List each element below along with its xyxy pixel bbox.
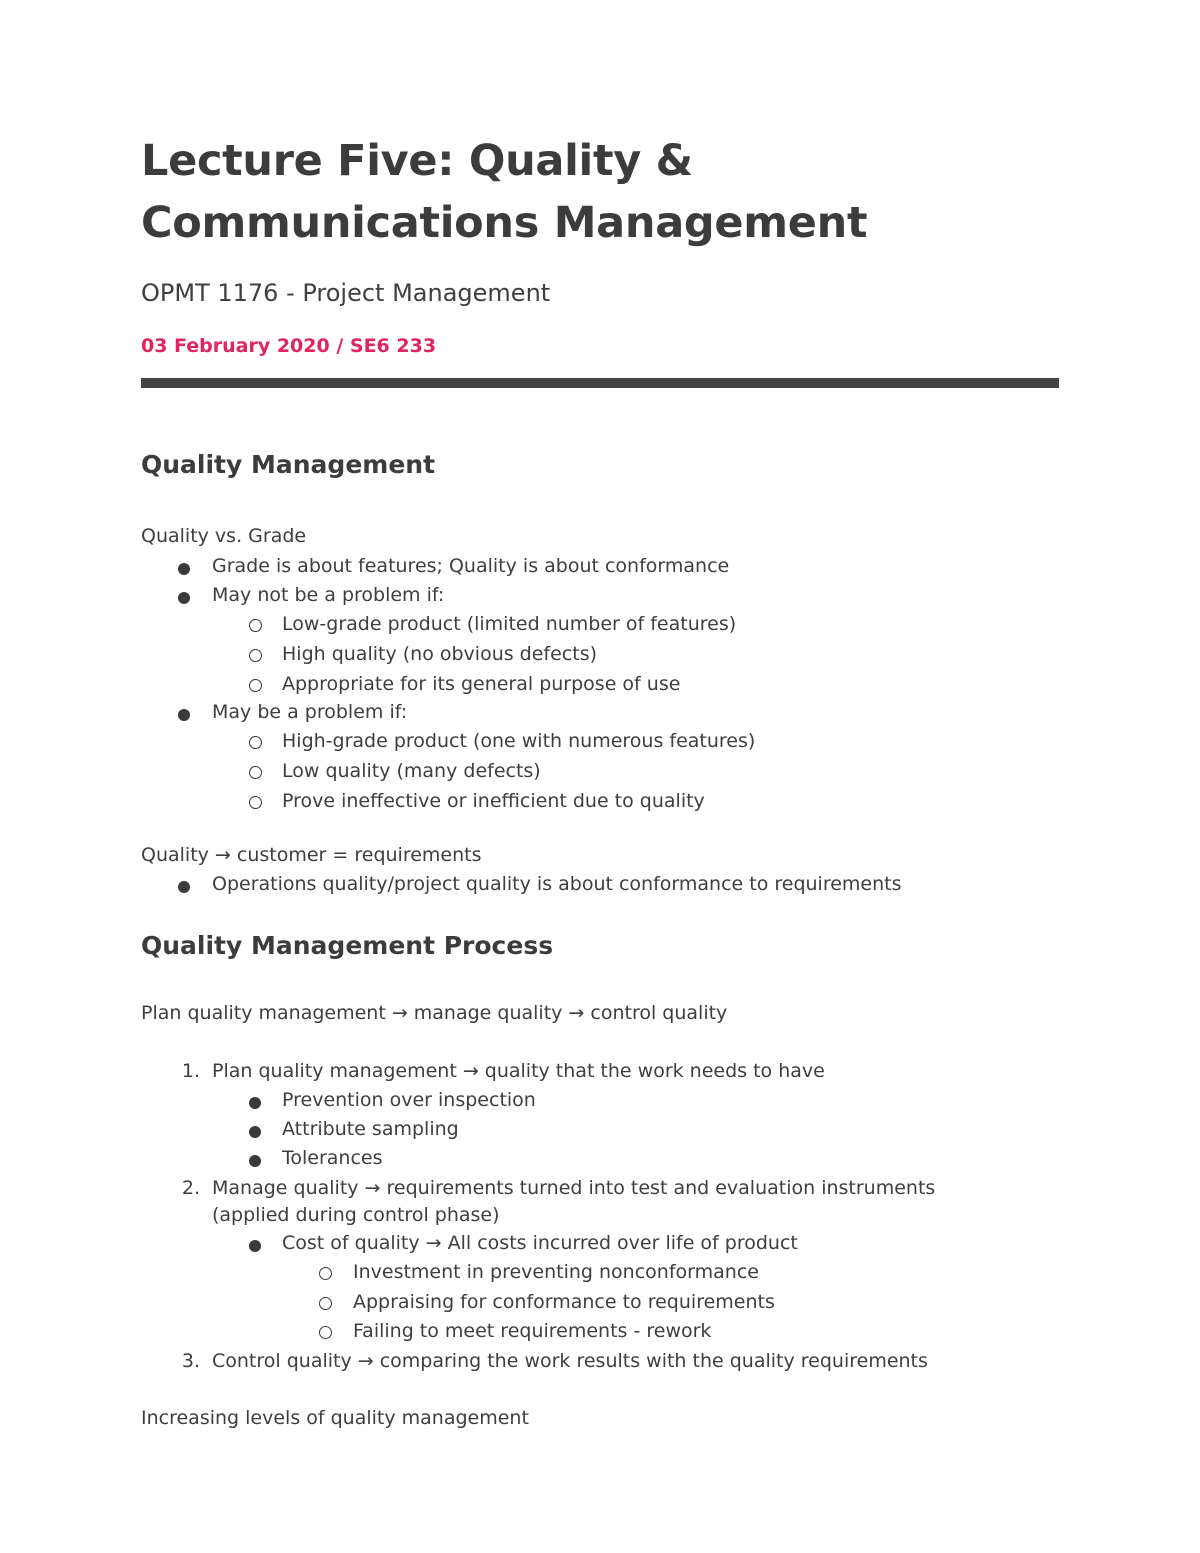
bullet-dot xyxy=(249,1097,261,1109)
list-item: Grade is about features; Quality is about conformance xyxy=(212,555,730,577)
quality-vs-grade-label: Quality vs. Grade xyxy=(141,525,307,547)
list-number: 3. xyxy=(181,1350,200,1372)
list-number: 2. xyxy=(181,1177,200,1199)
list-item: May be a problem if: xyxy=(212,701,408,723)
list-item: Prevention over inspection xyxy=(282,1089,536,1111)
numbered-item: Manage quality → requirements turned into test and evaluation instruments xyxy=(212,1177,936,1199)
bullet-circle xyxy=(249,766,262,779)
bullet-circle xyxy=(319,1297,332,1310)
section-heading-quality-management: Quality Management xyxy=(141,450,436,479)
section-heading-quality-process: Quality Management Process xyxy=(141,931,554,960)
sub-list-item: Low-grade product (limited number of features) xyxy=(282,613,737,635)
sub-list-item: Appropriate for its general purpose of use xyxy=(282,673,681,695)
list-item: Operations quality/project quality is about conformance to requirements xyxy=(212,873,902,895)
bullet-dot xyxy=(178,709,190,721)
sub-list-item: High quality (no obvious defects) xyxy=(282,643,598,665)
sub-list-item: Prove ineffective or inefficient due to quality xyxy=(282,790,705,812)
sub-list-item: Low quality (many defects) xyxy=(282,760,541,782)
bullet-dot xyxy=(249,1155,261,1167)
levels-line: Increasing levels of quality management xyxy=(141,1407,529,1429)
bullet-circle xyxy=(319,1267,332,1280)
bullet-dot xyxy=(178,592,190,604)
list-item: Tolerances xyxy=(282,1147,383,1169)
bullet-dot xyxy=(249,1126,261,1138)
process-flow-line: Plan quality management → manage quality → control quality xyxy=(141,1002,728,1024)
list-number: 1. xyxy=(181,1060,200,1082)
numbered-item: Plan quality management → quality that the work needs to have xyxy=(212,1060,825,1082)
sub-list-item: Failing to meet requirements - rework xyxy=(353,1320,712,1342)
bullet-circle xyxy=(319,1326,332,1339)
list-item: Attribute sampling xyxy=(282,1118,459,1140)
bullet-dot xyxy=(249,1240,261,1252)
numbered-item-continuation: (applied during control phase) xyxy=(212,1204,500,1226)
bullet-circle xyxy=(249,619,262,632)
bullet-dot xyxy=(178,881,190,893)
title-line-1: Lecture Five: Quality & xyxy=(141,136,693,186)
sub-list-item: Investment in preventing nonconformance xyxy=(353,1261,759,1283)
bullet-circle xyxy=(249,796,262,809)
sub-list-item: High-grade product (one with numerous features) xyxy=(282,730,756,752)
sub-list-item: Appraising for conformance to requirements xyxy=(353,1291,775,1313)
customer-requirements-line: Quality → customer = requirements xyxy=(141,844,482,866)
course-subtitle: OPMT 1176 - Project Management xyxy=(141,279,551,307)
header-divider xyxy=(141,378,1059,388)
list-item: Cost of quality → All costs incurred over life of product xyxy=(282,1232,798,1254)
page-title xyxy=(141,130,1059,254)
date-location: 03 February 2020 / SE6 233 xyxy=(141,335,437,357)
numbered-item: Control quality → comparing the work results with the quality requirements xyxy=(212,1350,928,1372)
bullet-dot xyxy=(178,563,190,575)
bullet-circle xyxy=(249,679,262,692)
bullet-circle xyxy=(249,649,262,662)
list-item: May not be a problem if: xyxy=(212,584,445,606)
bullet-circle xyxy=(249,736,262,749)
title-line-2: Communications Management xyxy=(141,198,868,248)
